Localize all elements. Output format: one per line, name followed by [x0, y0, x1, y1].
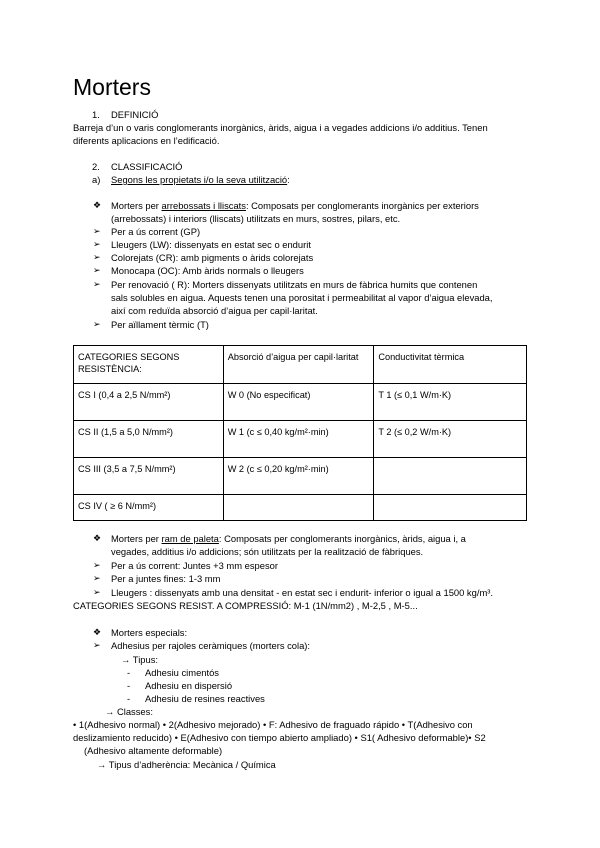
list-item: Per a juntes fines: 1-3 mm [111, 573, 221, 584]
classes-label: → Classes: [105, 706, 153, 717]
list-item: Lleugers : dissenyats amb una densitat - en estat sec i endurit- inferior o igual a 1500 kg/m³. [111, 587, 493, 598]
section-number: 1. [92, 109, 100, 120]
table-cell: CS IV ( ≥ 6 N/mm²) [74, 495, 224, 521]
list-item: Lleugers (LW): dissenyats en estat sec o endurit [111, 239, 311, 250]
arrow-bullet-icon: ➢ [93, 226, 101, 236]
compression-categories: CATEGORIES SEGONS RESIST. A COMPRESSIÓ: M-1 (1N/mm2) , M-2,5 , M-5... [73, 600, 418, 611]
list-item: Per renovació ( R): Morters dissenyats utilitzats en murs de fàbrica humits que contenen [111, 279, 478, 290]
tipus-item: Adhesiu en dispersió [145, 680, 233, 691]
table-header-cell: CATEGORIES SEGONS RESISTÈNCIA: [74, 346, 224, 384]
section-number: 2. [92, 161, 100, 172]
dash-bullet: - [127, 693, 131, 704]
list-item: Per aïllament tèrmic (T) [111, 319, 209, 330]
arrow-bullet-icon: ➢ [93, 279, 101, 289]
table-cell: T 1 (≤ 0,1 W/m·K) [374, 384, 527, 421]
adhesius-heading: Adhesius per rajoles ceràmiques (morters cola): [111, 640, 311, 651]
table-cell: CS I (0,4 a 2,5 N/mm²) [74, 384, 224, 421]
table-cell: W 1 (c ≤ 0,40 kg/m²·min) [223, 421, 374, 458]
list-item: Colorejats (CR): amb pigments o àrids colorejats [111, 252, 314, 263]
definicio-text-line: diferents aplicacions en l’edificació. [73, 135, 220, 146]
table-cell: T 2 (≤ 0,2 W/m·K) [374, 421, 527, 458]
arrow-bullet-icon: ➢ [93, 573, 101, 583]
list-item: Per a ús corrent: Juntes +3 mm espesor [111, 560, 279, 571]
table-header-cell: Conductivitat tèrmica [374, 346, 527, 384]
arrow-bullet-icon: ➢ [93, 252, 101, 262]
diamond-bullet-icon: ❖ [93, 627, 102, 637]
table-cell: CS II (1,5 a 5,0 N/mm²) [74, 421, 224, 458]
classes-line: deslizamiento reducido) • E(Adhesivo con tiempo abierto ampliado) • S1( Adhesivo deformable)• S2 [73, 732, 486, 743]
arrow-bullet-icon: ➢ [93, 239, 101, 249]
section-heading-classificacio: CLASSIFICACIÓ [111, 161, 183, 172]
subsection-marker: a) [92, 174, 101, 185]
diamond-bullet-icon: ❖ [93, 533, 102, 543]
table-cell [374, 458, 527, 495]
arrebossats-paragraph-line: (arrebossats) i interiors (lliscats) utilitzats en murs, sostres, pilars, etc. [111, 213, 401, 224]
tipus-label: → Tipus: [121, 654, 158, 665]
especials-heading: Morters especials: [111, 627, 188, 638]
table-cell: CS III (3,5 a 7,5 N/mm²) [74, 458, 224, 495]
tipus-item: Adhesiu cimentós [145, 667, 219, 678]
tipus-item: Adhesiu de resines reactives [145, 693, 265, 704]
classes-line: (Adhesivo altamente deformable) [84, 745, 223, 756]
list-item-continuation: així com reduïda absorció d’aigua per capil·laritat. [111, 305, 318, 316]
dash-bullet: - [127, 680, 131, 691]
arrow-bullet-icon: ➢ [93, 319, 101, 329]
dash-bullet: - [127, 667, 131, 678]
categories-table [73, 345, 527, 521]
ram-paleta-paragraph-line: vegades, additius i/o addicions; són utilitzats per la realització de fàbriques. [111, 546, 424, 557]
diamond-bullet-icon: ❖ [93, 200, 102, 210]
table-cell [223, 495, 374, 521]
page-title: Morters [73, 74, 151, 100]
arrow-bullet-icon: ➢ [93, 587, 101, 597]
list-item-continuation: sals solubles en aigua. Aquests tenen una porositat i permeabilitat al vapor d’aigua elevada, [111, 292, 493, 303]
arrow-bullet-icon: ➢ [93, 640, 101, 650]
definicio-text-line: Barreja d’un o varis conglomerants inorgànics, àrids, aigua i a vegades addicions i/o additius. Tenen [73, 122, 488, 133]
classes-line: • 1(Adhesivo normal) • 2(Adhesivo mejorado) • F: Adhesivo de fraguado rápido • T(Adhesivo con [73, 719, 473, 730]
table-cell: W 2 (c ≤ 0,20 kg/m²·min) [223, 458, 374, 495]
section-heading-definicio: DEFINICIÓ [111, 109, 159, 120]
arrow-bullet-icon: ➢ [93, 560, 101, 570]
arrow-bullet-icon: ➢ [93, 265, 101, 275]
subsection-heading: Segons les propietats i/o la seva utilització: [111, 174, 290, 185]
list-item: Monocapa (OC): Amb àrids normals o lleugers [111, 265, 304, 276]
list-item: Per a ús corrent (GP) [111, 226, 201, 237]
table-header-cell: Absorció d’aigua per capil·laritat [223, 346, 374, 384]
table-cell [374, 495, 527, 521]
arrebossats-paragraph: Morters per arrebossats i lliscats: Composats per conglomerants inorgànics per exteriors [111, 200, 479, 211]
adherencia-line: → Tipus d’adherència: Mecànica / Química [97, 759, 276, 770]
table-cell: W 0 (No especificat) [223, 384, 374, 421]
ram-paleta-paragraph: Morters per ram de paleta: Composats per conglomerants inorgànics, àrids, aigua i, a [111, 533, 466, 544]
